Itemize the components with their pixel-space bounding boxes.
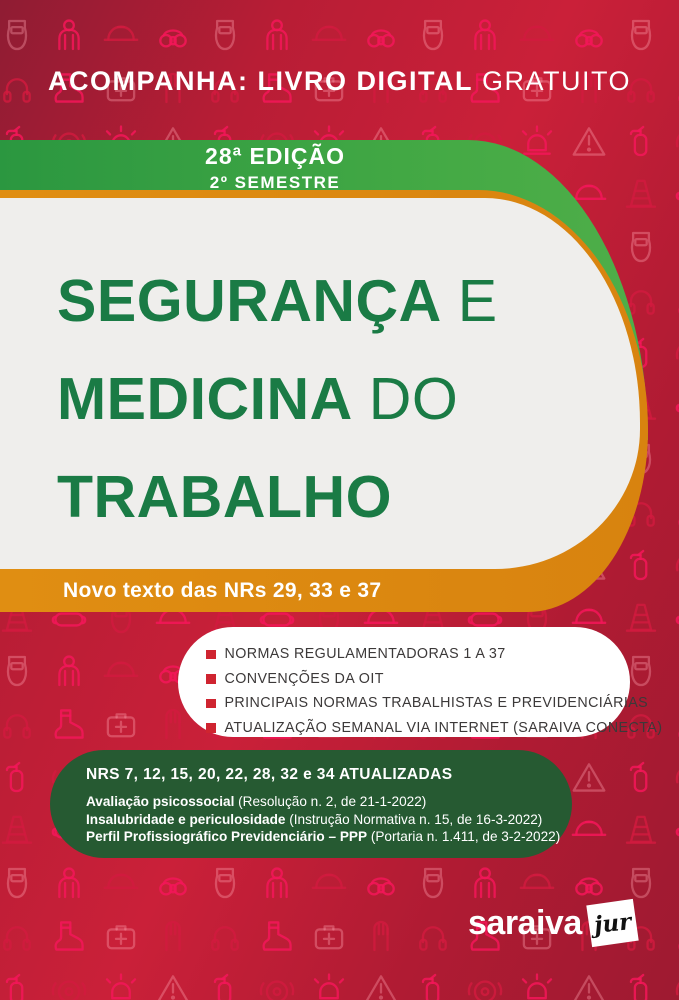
update-item — [86, 811, 572, 829]
update-reference: (Instrução Normativa n. 15, de 16-3-2022) — [285, 811, 543, 827]
title-word-trabalho: TRABALHO — [57, 464, 393, 530]
edition-semester: 2º SEMESTRE — [209, 173, 341, 192]
publisher-imprint-box — [586, 899, 638, 947]
edition-number: 28ª EDIÇÃO — [205, 143, 345, 169]
tagline — [0, 66, 679, 97]
update-reference: (Resolução n. 2, de 21-1-2022) — [234, 794, 427, 809]
update-topic: Perfil Profissiográfico Previdenciário – PPP — [86, 829, 368, 844]
updates-panel — [50, 750, 572, 858]
list-item — [206, 691, 649, 716]
update-item — [86, 793, 572, 811]
feature-label: ATUALIZAÇÃO SEMANAL VIA INTERNET (SARAIVA CONECTA) — [224, 719, 663, 736]
book-title — [57, 252, 498, 546]
title-word-e: E — [457, 268, 498, 334]
list-item — [206, 642, 630, 667]
tagline-suffix: GRATUITO — [472, 66, 631, 96]
update-topic: Insalubridade e periculosidade — [86, 811, 286, 827]
tagline-highlight: LIVRO DIGITAL — [257, 66, 473, 96]
update-item — [86, 828, 572, 846]
update-topic: Avaliação psicossocial — [86, 794, 235, 809]
feature-label: NORMAS REGULAMENTADORAS 1 A 37 — [224, 646, 506, 663]
edition-banner — [125, 143, 425, 193]
feature-label: PRINCIPAIS NORMAS TRABALHISTAS E PREVIDENCIÁRIAS — [224, 695, 649, 712]
title-line-2 — [57, 350, 498, 448]
features-list — [206, 642, 663, 740]
publisher-logo — [468, 899, 636, 947]
list-item — [206, 716, 663, 741]
publisher-name: saraiva — [468, 904, 582, 942]
update-reference: (Portaria n. 1.411, de 3-2-2022) — [367, 829, 561, 844]
title-line-3 — [57, 448, 498, 546]
updates-heading: NRS 7, 12, 15, 20, 22, 28, 32 e 34 ATUALIZADAS — [86, 766, 453, 783]
title-word-seguranca: SEGURANÇA — [57, 268, 442, 334]
publisher-imprint: jur — [592, 907, 633, 939]
tagline-prefix: ACOMPANHA: — [48, 66, 258, 96]
bullet-square-icon — [206, 674, 216, 684]
title-word-do: DO — [368, 366, 459, 432]
bullet-square-icon — [206, 650, 216, 660]
feature-label: CONVENÇÕES DA OIT — [224, 670, 384, 687]
features-panel — [178, 627, 663, 737]
list-item — [206, 667, 630, 692]
title-line-1 — [57, 252, 498, 350]
new-text-banner: Novo texto das NRs 29, 33 e 37 — [63, 579, 382, 602]
title-word-medicina: MEDICINA — [57, 366, 353, 432]
bullet-square-icon — [206, 699, 216, 709]
bullet-square-icon — [206, 723, 216, 733]
